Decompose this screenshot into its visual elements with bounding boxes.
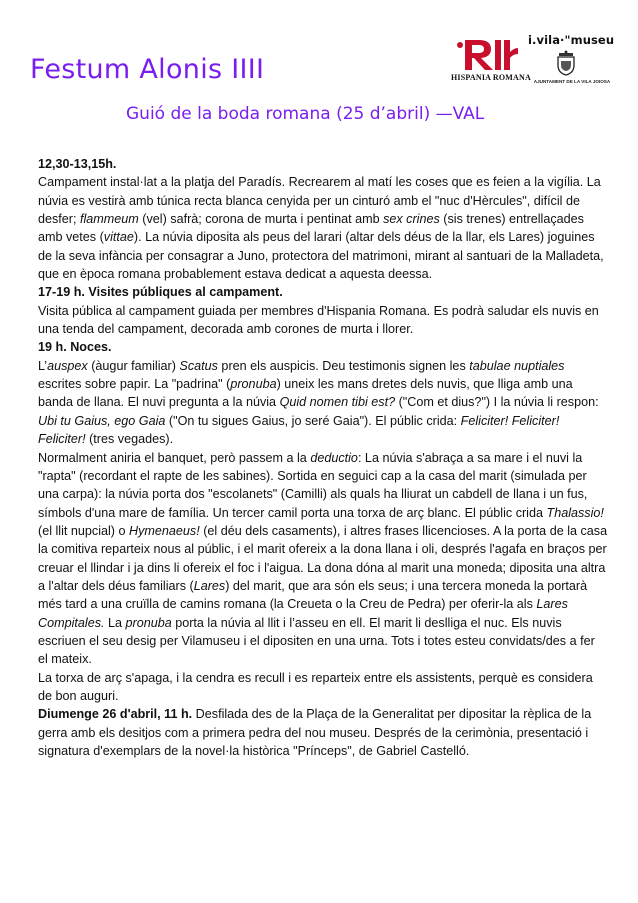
ajuntament-caption: AJUNTAMENT DE LA VILA JOIOSA <box>533 79 611 84</box>
paragraph-text: ("On tu sigues Gaius, jo seré Gaia"). El públic crida: <box>165 413 461 428</box>
section-wedding <box>38 338 608 448</box>
ajuntament-crest-icon <box>555 50 577 76</box>
latin-term: Scatus <box>179 358 218 373</box>
latin-term: Thalassio! <box>546 505 604 520</box>
section-heading: Diumenge 26 d'abril, 11 h. <box>38 707 193 722</box>
paragraph-text: escrites sobre papir. La "padrina" ( <box>38 377 231 392</box>
latin-term: Feliciter! Feliciter! Feliciter! <box>38 413 560 447</box>
paragraph-text: (tres vegades). <box>85 432 174 447</box>
hispania-romana-logo <box>451 36 531 88</box>
latin-term: tabulae nuptiales <box>469 358 565 373</box>
document-body <box>38 155 608 760</box>
latin-term: vittae <box>103 230 134 245</box>
latin-term: Quid nomen tibi est? <box>279 395 396 410</box>
hispania-romana-caption: HISPANIA ROMANA <box>451 73 531 82</box>
paragraph-text: Desfilada des de la Plaça de la Generalitat per dipositar la rèplica de la gerra amb els desitjos com a primera pedra del nou museu. Després de la cerimònia, presentació i signatura d'exemplars de la novel·la històrica "Prínceps", de Gabriel Castelló. <box>38 707 592 758</box>
paragraph-text: Normalment aniria el banquet, però passem a la <box>38 450 311 465</box>
section-deductio <box>38 449 608 669</box>
paragraph-text: La <box>104 615 126 630</box>
latin-term: pronuba <box>125 615 172 630</box>
paragraph-text: L’ <box>38 358 48 373</box>
latin-term: Lares Compitales. <box>38 597 568 630</box>
section-torch <box>38 669 608 706</box>
paragraph-text: La torxa de arç s'apaga, i la cendra es recull i es reparteix entre els assistents, perquè es considera de bon auguri. <box>38 670 593 703</box>
paragraph-text: ("Com et dius?") I la núvia li respon: <box>395 395 599 410</box>
paragraph-text: pren els auspicis. Deu testimonis signen les <box>217 358 470 373</box>
section-heading: 19 h. Noces. <box>38 340 112 355</box>
paragraph-text: Visita pública al campament guiada per membres d'Hispania Romana. Es podrà saludar els nuvis en una tenda del campament, decorada amb corones de murta i llorer. <box>38 303 599 337</box>
latin-term: pronuba <box>230 377 277 392</box>
paragraph-text: (àugur familiar) <box>87 358 180 373</box>
vilamuseu-logo <box>528 33 616 93</box>
paragraph-text: (el llit nupcial) o <box>38 523 129 538</box>
paragraph-text: Campament instal·lat a la platja del Paradís. Recrearem al matí les coses que es feien a la vigília. La núvia es vestirà amb túnica recta blanca cenyida per un cinturó amb el "nuc d'Hèrcules", difícil de desfer; <box>38 175 601 227</box>
paragraph-text: (sis trenes) entrellaçades amb vetes ( <box>38 212 584 245</box>
latin-term: Ubi tu Gaius, ego Gaia <box>38 413 166 428</box>
paragraph-text: ). La núvia diposita als peus del larari (altar dels déus de la llar, els Lares) joguines de la seva infància per consagrar a Juno, protectora del matrimoni, mirant al santuari de la Malladeta, que en època romana probablement estava dedicat a aquesta deessa. <box>38 230 604 282</box>
paragraph-text: (el déu dels casaments), i altres frases llicencioses. A la porta de la casa la comitiva reparteix nous al públic, i el marit ofereix a la dona llana i oli, després l'agafa en braços per creuar el llindar i ja dins li ofereix el foc i l'aigua. La dona dóna al marit una moneda; diposita una altra a l'altar dels déus familiars ( <box>38 523 608 593</box>
latin-term: Hymenaeus! <box>129 523 200 538</box>
vilamuseu-brand: i.vila·"museu <box>528 33 615 47</box>
hispania-romana-emblem-icon <box>451 36 525 72</box>
section-visits <box>38 283 608 338</box>
latin-term: flammeum <box>80 212 139 227</box>
page-subtitle: Guió de la boda romana (25 d’abril) —VAL <box>126 104 485 124</box>
section-heading: 17-19 h. Visites públiques al campament. <box>38 285 283 300</box>
paragraph-text: ) del marit, que ara són els seus; i una tercera moneda la portarà més tard a una cruïlla de camins romana (la Creueta o la Creu de Pedra) per oferir-la als <box>38 578 588 612</box>
section-heading: 12,30-13,15h. <box>38 157 117 171</box>
page-title: Festum Alonis IIII <box>30 54 265 85</box>
paragraph-text: (vel) safrà; corona de murta i pentinat amb <box>138 212 384 227</box>
paragraph-text: porta la núvia al llit i l’asseu en ell. El marit li deslliga el nuc. Els nuvis escriuen el seu desig per Vilamuseu i el dipositen en una urna. Tots i totes esteu convidats/des a fer el mateix. <box>38 615 595 667</box>
paragraph-text: : La núvia s'abraça a sa mare i el nuvi la "rapta" (recordant el rapte de les sabines). Sortida en seguici cap a la casa del marit (simulada per una carpa): la núvia porta dos "escolanets" (Camilli) als quals ha lliurat un cabdell de llana i un fus, símbols d'una mare de família. Un tercer camil porta una torxa de arç blanc. El públic crida <box>38 450 588 520</box>
latin-term: auspex <box>47 358 88 373</box>
section-sunday <box>38 705 608 760</box>
latin-term: deductio <box>310 450 358 465</box>
section-morning <box>38 155 608 283</box>
latin-term: sex crines <box>383 212 440 227</box>
latin-term: Lares <box>193 578 226 593</box>
paragraph-text: ) uneix les mans dretes dels nuvis, que lliga amb una banda de llana. El nuvi pregunta a la núvia <box>38 377 573 410</box>
